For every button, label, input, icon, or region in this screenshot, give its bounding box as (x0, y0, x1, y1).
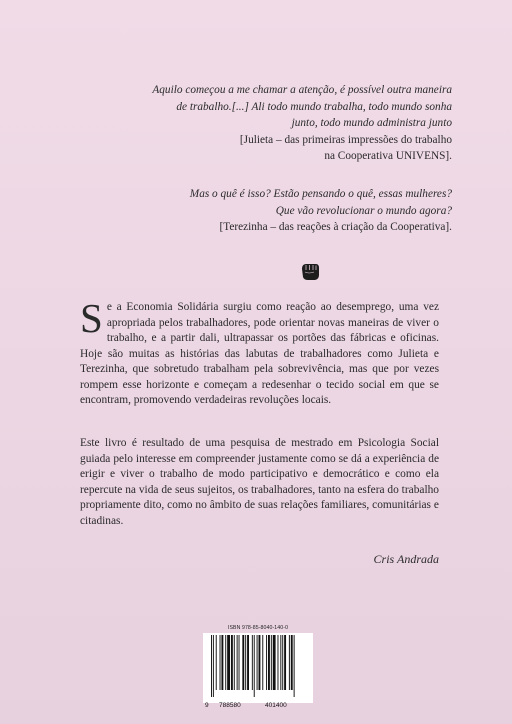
drop-cap: S (80, 295, 103, 341)
author-signature: Cris Andrada (373, 552, 439, 566)
quote-source: [Julieta – das primeiras impressões do trabalho (239, 133, 452, 146)
quote-line: Aquilo começou a me chamar a atenção, é possível outra maneira (152, 84, 452, 96)
epigraph-terezinha (52, 186, 452, 236)
barcode-digit-group: 788580 (219, 702, 241, 709)
quote-line: Que vão revolucionar o mundo agora? (275, 204, 452, 217)
barcode-digit-lead: 9 (205, 702, 209, 709)
paragraph-text: Este livro é resultado de uma pesquisa de mestrado em Psicologia Social guiada pelo interesse em compreender justamente como se dá a experiência de erigir e viver o trabalho de modo participativo e democrático e como ela repercute na vida de seus sujeitos, os trabalhadores, tanto na esfera do trabalho propriamente dito, como no âmbito de suas relações familiares, comunitárias e citadinas. (80, 437, 439, 527)
barcode (203, 633, 313, 709)
barcode-block (203, 625, 313, 709)
raised-fist-icon (299, 262, 321, 282)
quote-source: [Terezinha – das reações à criação da Cooperativa]. (219, 221, 452, 233)
body-paragraph-1 (80, 295, 439, 409)
quote-line: Mas o quê é isso? Estão pensando o quê, essas mulheres? (189, 188, 452, 200)
isbn-label: ISBN 978-85-8040-140-0 (227, 625, 289, 631)
quote-source: na Cooperativa UNIVENS]. (324, 150, 452, 162)
epigraph-julieta (52, 82, 452, 165)
paragraph-text: e a Economia Solidária surgiu como reação ao desemprego, uma vez apropriada pelos trabalhadores, pode orientar novas maneiras de viver o trabalho, e a partir dali, ultrapassar os portões das fábricas e oficinas. Hoje são muitas as histórias das labutas de trabalhadores como Julieta e Terezinha, que sobretudo trabalham pela sobrevivência, mas que por vezes rompem esse horizonte e começam a redesenhar o tecido social em que se encontram, promovendo verdadeiras revoluções locais. (80, 301, 439, 407)
quote-line: junto, todo mundo administra junto (291, 117, 452, 129)
barcode-bars (203, 635, 313, 697)
quote-line: de trabalho.[...] Ali todo mundo trabalha, todo mundo sonha (176, 100, 452, 113)
barcode-digit-group: 401400 (265, 702, 287, 709)
body-paragraph-2 (80, 436, 439, 529)
